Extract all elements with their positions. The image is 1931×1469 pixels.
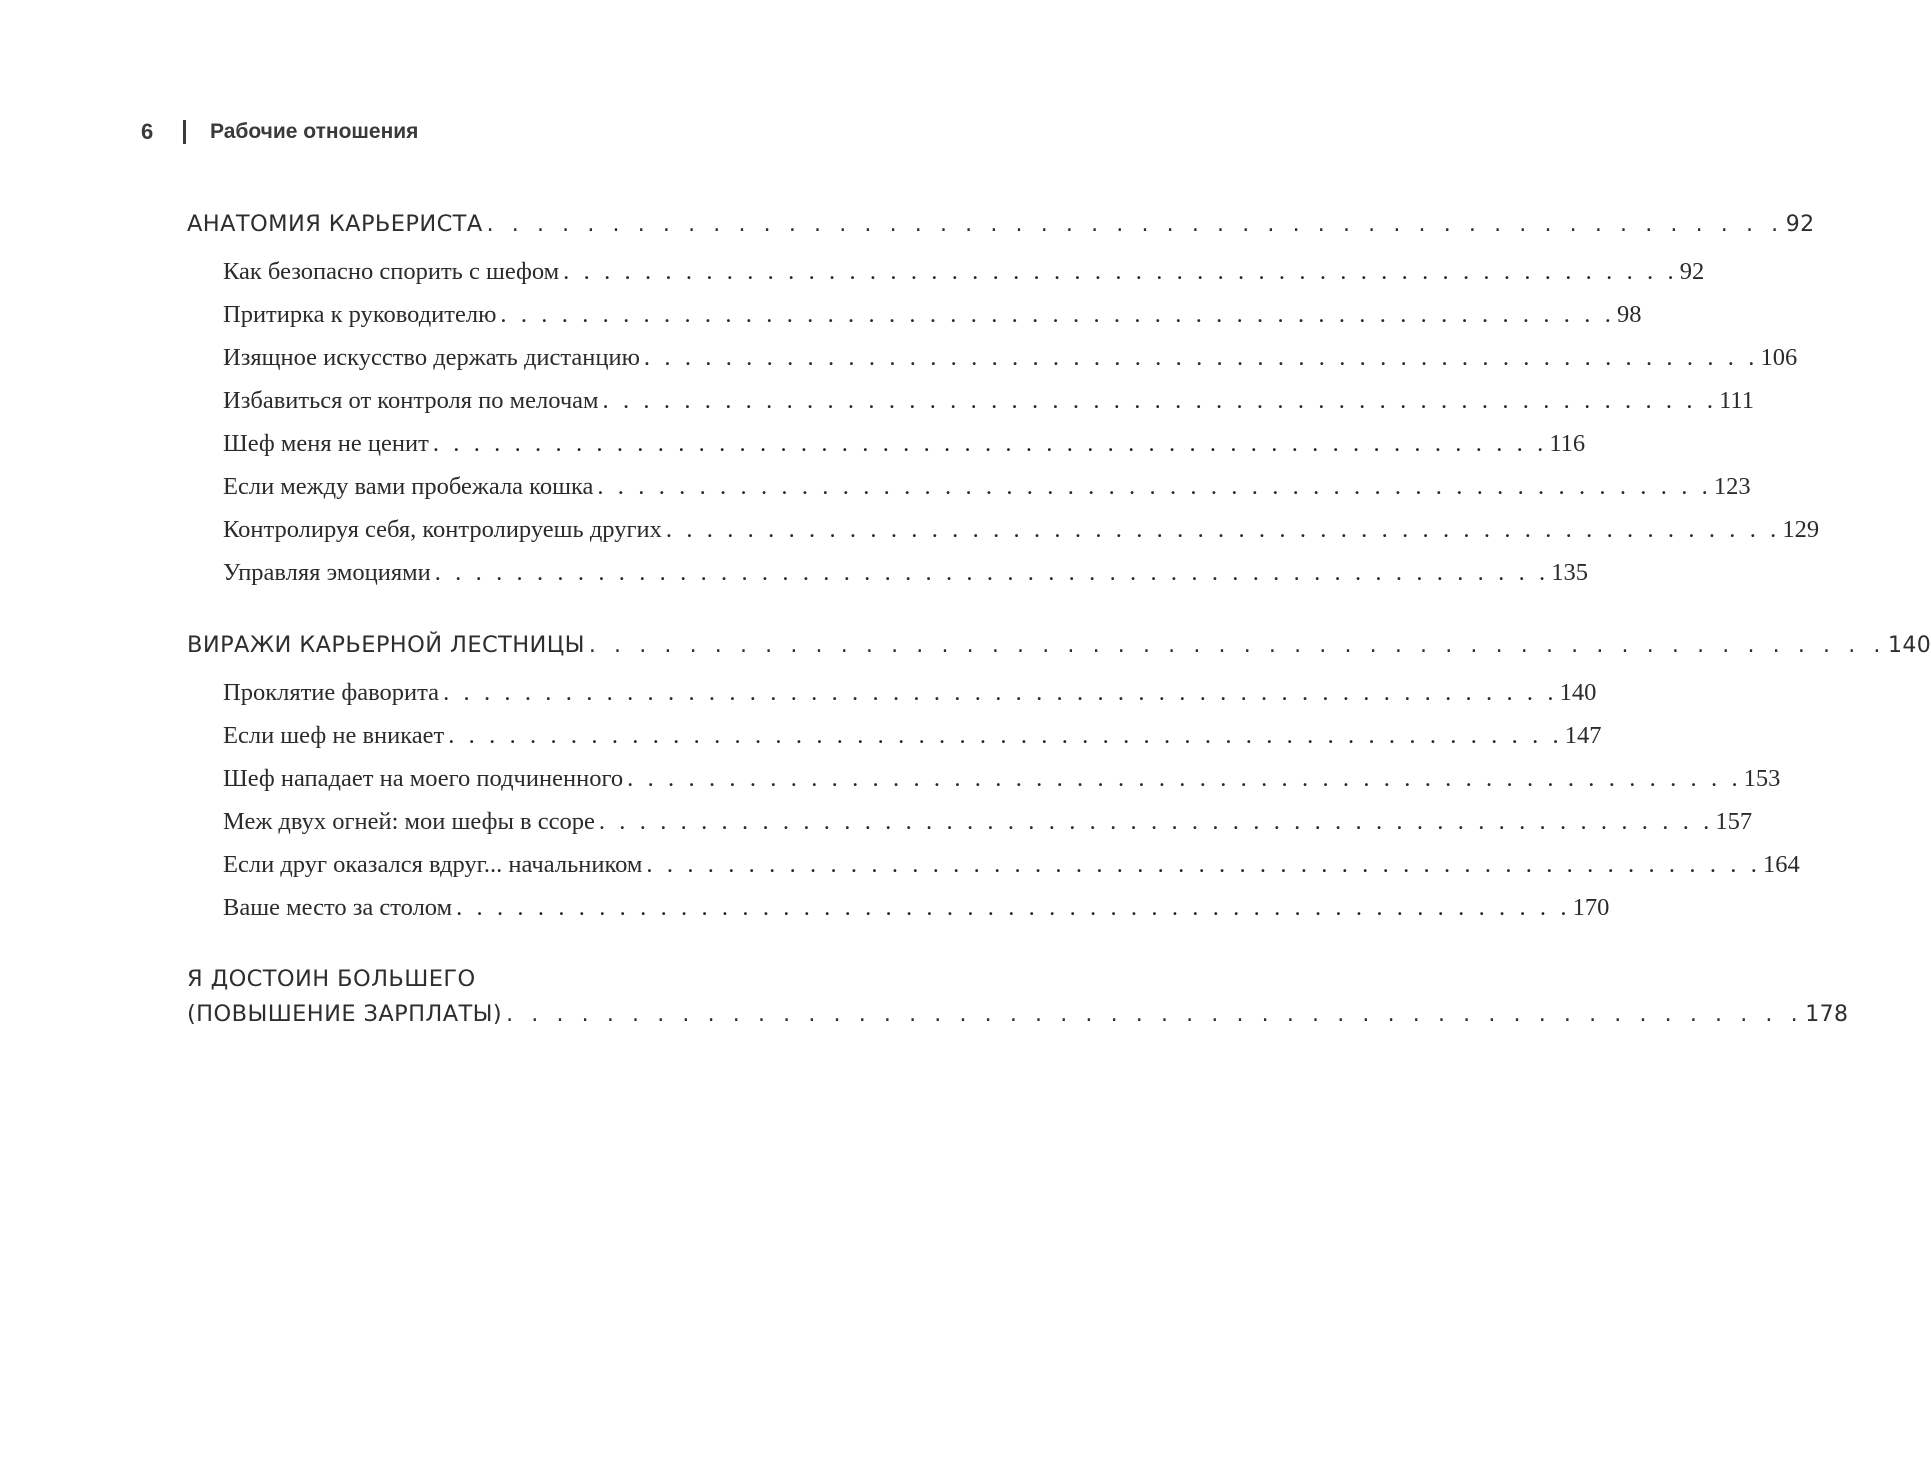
toc-section-heading [187, 206, 1815, 242]
entry-title: Меж двух огней: мои шефы в ссоре [223, 808, 595, 835]
entry-title: Если друг оказался вдруг... начальником [223, 851, 643, 878]
dot-leader: . . . . . . . . . . . . . . . . . . . . . . . . . . . . . . . . . . . . . . . . . . . . . . . . . . . . . . . [500, 301, 1615, 328]
entry-page-number: 135 [1551, 559, 1589, 586]
entry-title: Управляя эмоциями [223, 559, 431, 586]
toc-entry [187, 671, 1597, 714]
entry-title: Притирка к руководителю [223, 301, 497, 328]
entry-title: Проклятие фаворита [223, 679, 440, 706]
entry-title: Изящное искусство держать дистанцию [223, 344, 640, 371]
entry-page-number: 98 [1616, 301, 1642, 328]
toc-entry [187, 757, 1781, 800]
dot-leader: . . . . . . . . . . . . . . . . . . . . . . . . . . . . . . . . . . . . . . . . . . . . . . . . . . . . . . . [456, 894, 1571, 921]
entry-title: Ваше место за столом [223, 894, 453, 921]
dot-leader: . . . . . . . . . . . . . . . . . . . . . . . . . . . . . . . . . . . . . . . . . . . . . . . . . . . . . . . [443, 679, 1558, 706]
entry-page-number: 111 [1719, 387, 1754, 414]
section-title: АНАТОМИЯ КАРЬЕРИСТА [187, 211, 483, 237]
dot-leader: . . . . . . . . . . . . . . . . . . . . . . . . . . . . . . . . . . . . . . . . . . . . . . . . . . . . . . . [665, 516, 1781, 543]
section-page-number: 92 [1785, 212, 1815, 237]
dot-leader: . . . . . . . . . . . . . . . . . . . . . . . . . . . . . . . . . . . . . . . . . . . . . . . . . . . . . . . [627, 765, 1742, 792]
section-page-number: 178 [1805, 1002, 1849, 1027]
toc-entry [187, 336, 1798, 379]
entry-title: Контролируя себя, контролируешь других [223, 516, 662, 543]
dot-leader: . . . . . . . . . . . . . . . . . . . . . . . . . . . . . . . . . . . . . . . . . . . . . . . . . . . . . . . [646, 851, 1761, 878]
entry-title: Шеф меня не ценит [223, 430, 429, 457]
entry-title: Если между вами пробежала кошка [223, 473, 594, 500]
entry-page-number: 116 [1549, 430, 1586, 457]
section-page-number: 140 [1887, 633, 1931, 658]
entry-title: Если шеф не вникает [223, 722, 445, 749]
entry-page-number: 153 [1743, 765, 1781, 792]
toc-entry [187, 379, 1754, 422]
toc-entry [187, 886, 1610, 929]
toc-entry [187, 250, 1705, 293]
dot-leader: . . . . . . . . . . . . . . . . . . . . . . . . . . . . . . . . . . . . . . . . . . . . . . . . . . . . [588, 633, 1886, 658]
dot-leader: . . . . . . . . . . . . . . . . . . . . . . . . . . . . . . . . . . . . . . . . . . . . . . . . . . . . . . . [602, 387, 1718, 414]
dot-leader: . . . . . . . . . . . . . . . . . . . . . . . . . . . . . . . . . . . . . . . . . . . . . . . . . . . . . . . [434, 559, 1550, 586]
entry-page-number: 123 [1713, 473, 1751, 500]
toc-section [187, 206, 1820, 594]
toc-entry [187, 465, 1751, 508]
toc-entry [187, 422, 1586, 465]
dot-leader: . . . . . . . . . . . . . . . . . . . . . . . . . . . . . . . . . . . . . . . . . . . . . . . . . . . . . . . [432, 430, 1548, 457]
toc-entry [187, 843, 1800, 886]
toc-entry [187, 508, 1820, 551]
toc-entry [187, 551, 1589, 594]
toc-section [187, 962, 1849, 1032]
entry-page-number: 106 [1760, 344, 1798, 371]
entry-title: Избавиться от контроля по мелочам [223, 387, 599, 414]
dot-leader: . . . . . . . . . . . . . . . . . . . . . . . . . . . . . . . . . . . . . . . . . . . . . . . . . . . . . . . [563, 258, 1678, 285]
entry-title: Шеф нападает на моего подчиненного [223, 765, 624, 792]
toc-entry [187, 800, 1753, 843]
toc-entry [187, 714, 1602, 757]
toc-entry [187, 293, 1642, 336]
entry-page-number: 92 [1679, 258, 1705, 285]
dot-leader: . . . . . . . . . . . . . . . . . . . . . . . . . . . . . . . . . . . . . . . . . . . . . . . . . . . . [486, 212, 1784, 237]
page-number: 6 [141, 119, 154, 144]
toc-section [187, 627, 1931, 929]
section-title-line-1: Я ДОСТОИН БОЛЬШЕГО [187, 966, 476, 992]
toc-section-heading [187, 627, 1931, 663]
entry-page-number: 170 [1572, 894, 1610, 921]
entry-page-number: 129 [1782, 516, 1820, 543]
dot-leader: . . . . . . . . . . . . . . . . . . . . . . . . . . . . . . . . . . . . . . . . . . . . . . . . . . . . . . . [643, 344, 1759, 371]
toc-section-heading [187, 996, 1849, 1032]
dot-leader: . . . . . . . . . . . . . . . . . . . . . . . . . . . . . . . . . . . . . . . . . . . . . . . . . . . . . . . [598, 808, 1714, 835]
entry-page-number: 147 [1564, 722, 1602, 749]
table-of-contents [187, 206, 1931, 1065]
entry-page-number: 164 [1762, 851, 1800, 878]
running-head [141, 116, 418, 148]
entry-page-number: 157 [1715, 808, 1753, 835]
section-title: ВИРАЖИ КАРЬЕРНОЙ ЛЕСТНИЦЫ [187, 632, 585, 658]
entry-title: Как безопасно спорить с шефом [223, 258, 560, 285]
entry-page-number: 140 [1559, 679, 1597, 706]
header-divider [183, 120, 186, 144]
dot-leader: . . . . . . . . . . . . . . . . . . . . . . . . . . . . . . . . . . . . . . . . . . . . . . . . . . . . [506, 1002, 1804, 1027]
book-title: Рабочие отношения [210, 120, 419, 143]
dot-leader: . . . . . . . . . . . . . . . . . . . . . . . . . . . . . . . . . . . . . . . . . . . . . . . . . . . . . . . [597, 473, 1712, 500]
dot-leader: . . . . . . . . . . . . . . . . . . . . . . . . . . . . . . . . . . . . . . . . . . . . . . . . . . . . . . . [448, 722, 1563, 749]
section-title-line-2: (ПОВЫШЕНИЕ ЗАРПЛАТЫ) [187, 1001, 503, 1027]
